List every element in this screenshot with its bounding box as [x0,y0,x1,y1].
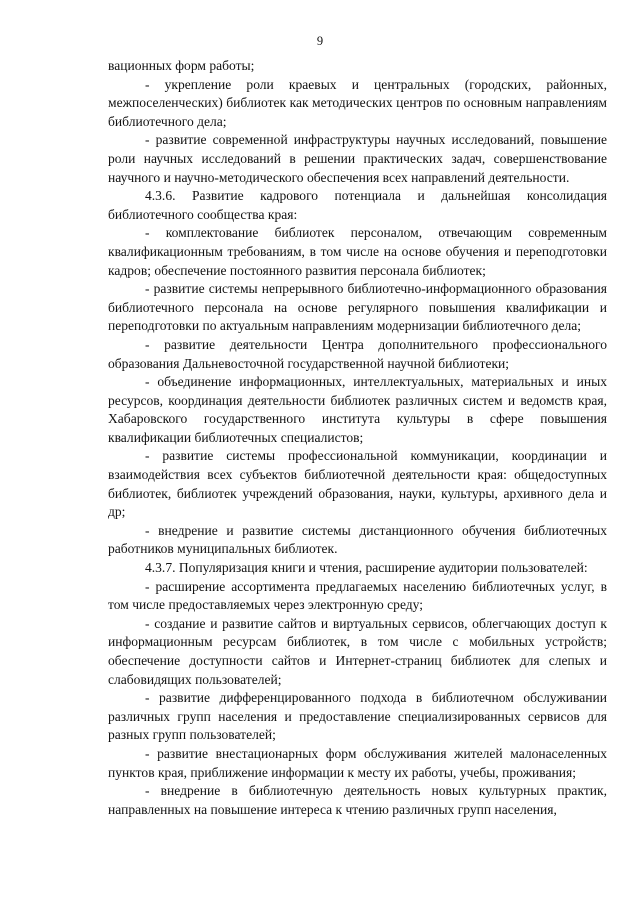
list-item: - развитие дифференцированного подхода в библиотечном обслуживании различных групп населения и предоставление специализированных сервисов для разных групп пользователей; [108,690,607,743]
list-item: - развитие деятельности Центра дополнительного профессионального образования Дальневосточной государственной научной библиотеки; [108,336,607,371]
list-item: - расширение ассортимента предлагаемых населению библиотечных услуг, в том числе предоставляемых через электронную среду; [108,578,607,613]
list-item: - развитие внестационарных форм обслуживания жителей малонаселенных пунктов края, приближение информации к месту их работы, учебы, проживания; [108,745,607,780]
page-number: 9 [316,34,324,48]
section-heading-4-3-7: 4.3.7. Популяризация книги и чтения, расширение аудитории пользователей: [145,560,588,576]
section-heading-4-3-6: 4.3.6. Развитие кадрового потенциала и дальнейшая консолидация библиотечного сообщества края: [108,188,607,222]
list-item: - создание и развитие сайтов и виртуальных сервисов, облегчающих доступ к информационным ресурсам библиотек, в том числе с мобильных устройств; обеспечение доступности сайтов и Интернет-страниц библиотек для слепых и слабовидящих пользователей; [108,615,607,687]
paragraph-continuation: вационных форм работы; [108,58,255,73]
list-item: - развитие современной инфраструктуры научных исследований, повышение роли научных исследований в решении практических задач, совершенствование научного и научно-методического обеспечения всех направлений деятельности. [108,132,607,185]
document-body [108,57,607,819]
list-item: - развитие системы непрерывного библиотечно-информационного образования библиотечного персонала на основе регулярного повышения квалификации и переподготовки по актуальным направлениям модернизации библиотечного дела; [108,281,607,334]
list-item: - объединение информационных, интеллектуальных, материальных и иных ресурсов, координация деятельности библиотек различных систем и ведомств края, Хабаровского государственного института культуры в сфере повышения квалификации библиотечных специалистов; [108,374,607,445]
list-item: - развитие системы профессиональной коммуникации, координации и взаимодействия всех субъектов библиотечной деятельности края: общедоступных библиотек, библиотек учреждений образования, науки, культуры, архивного дела и др; [108,448,607,520]
list-item: - комплектование библиотек персоналом, отвечающим современным квалификационным требованиям, в том числе на основе обучения и переподготовки кадров; обеспечение постоянного развития персонала библиотек; [108,225,607,278]
list-item: - укрепление роли краевых и центральных (городских, районных, межпоселенческих) библиотек как методических центров по основным направлениям библиотечного дела; [108,76,607,129]
list-item: - внедрение в библиотечную деятельность новых культурных практик, направленных на повышение интереса к чтению различных групп населения, [108,783,607,817]
list-item: - внедрение и развитие системы дистанционного обучения библиотечных работников муниципальных библиотек. [108,522,607,557]
